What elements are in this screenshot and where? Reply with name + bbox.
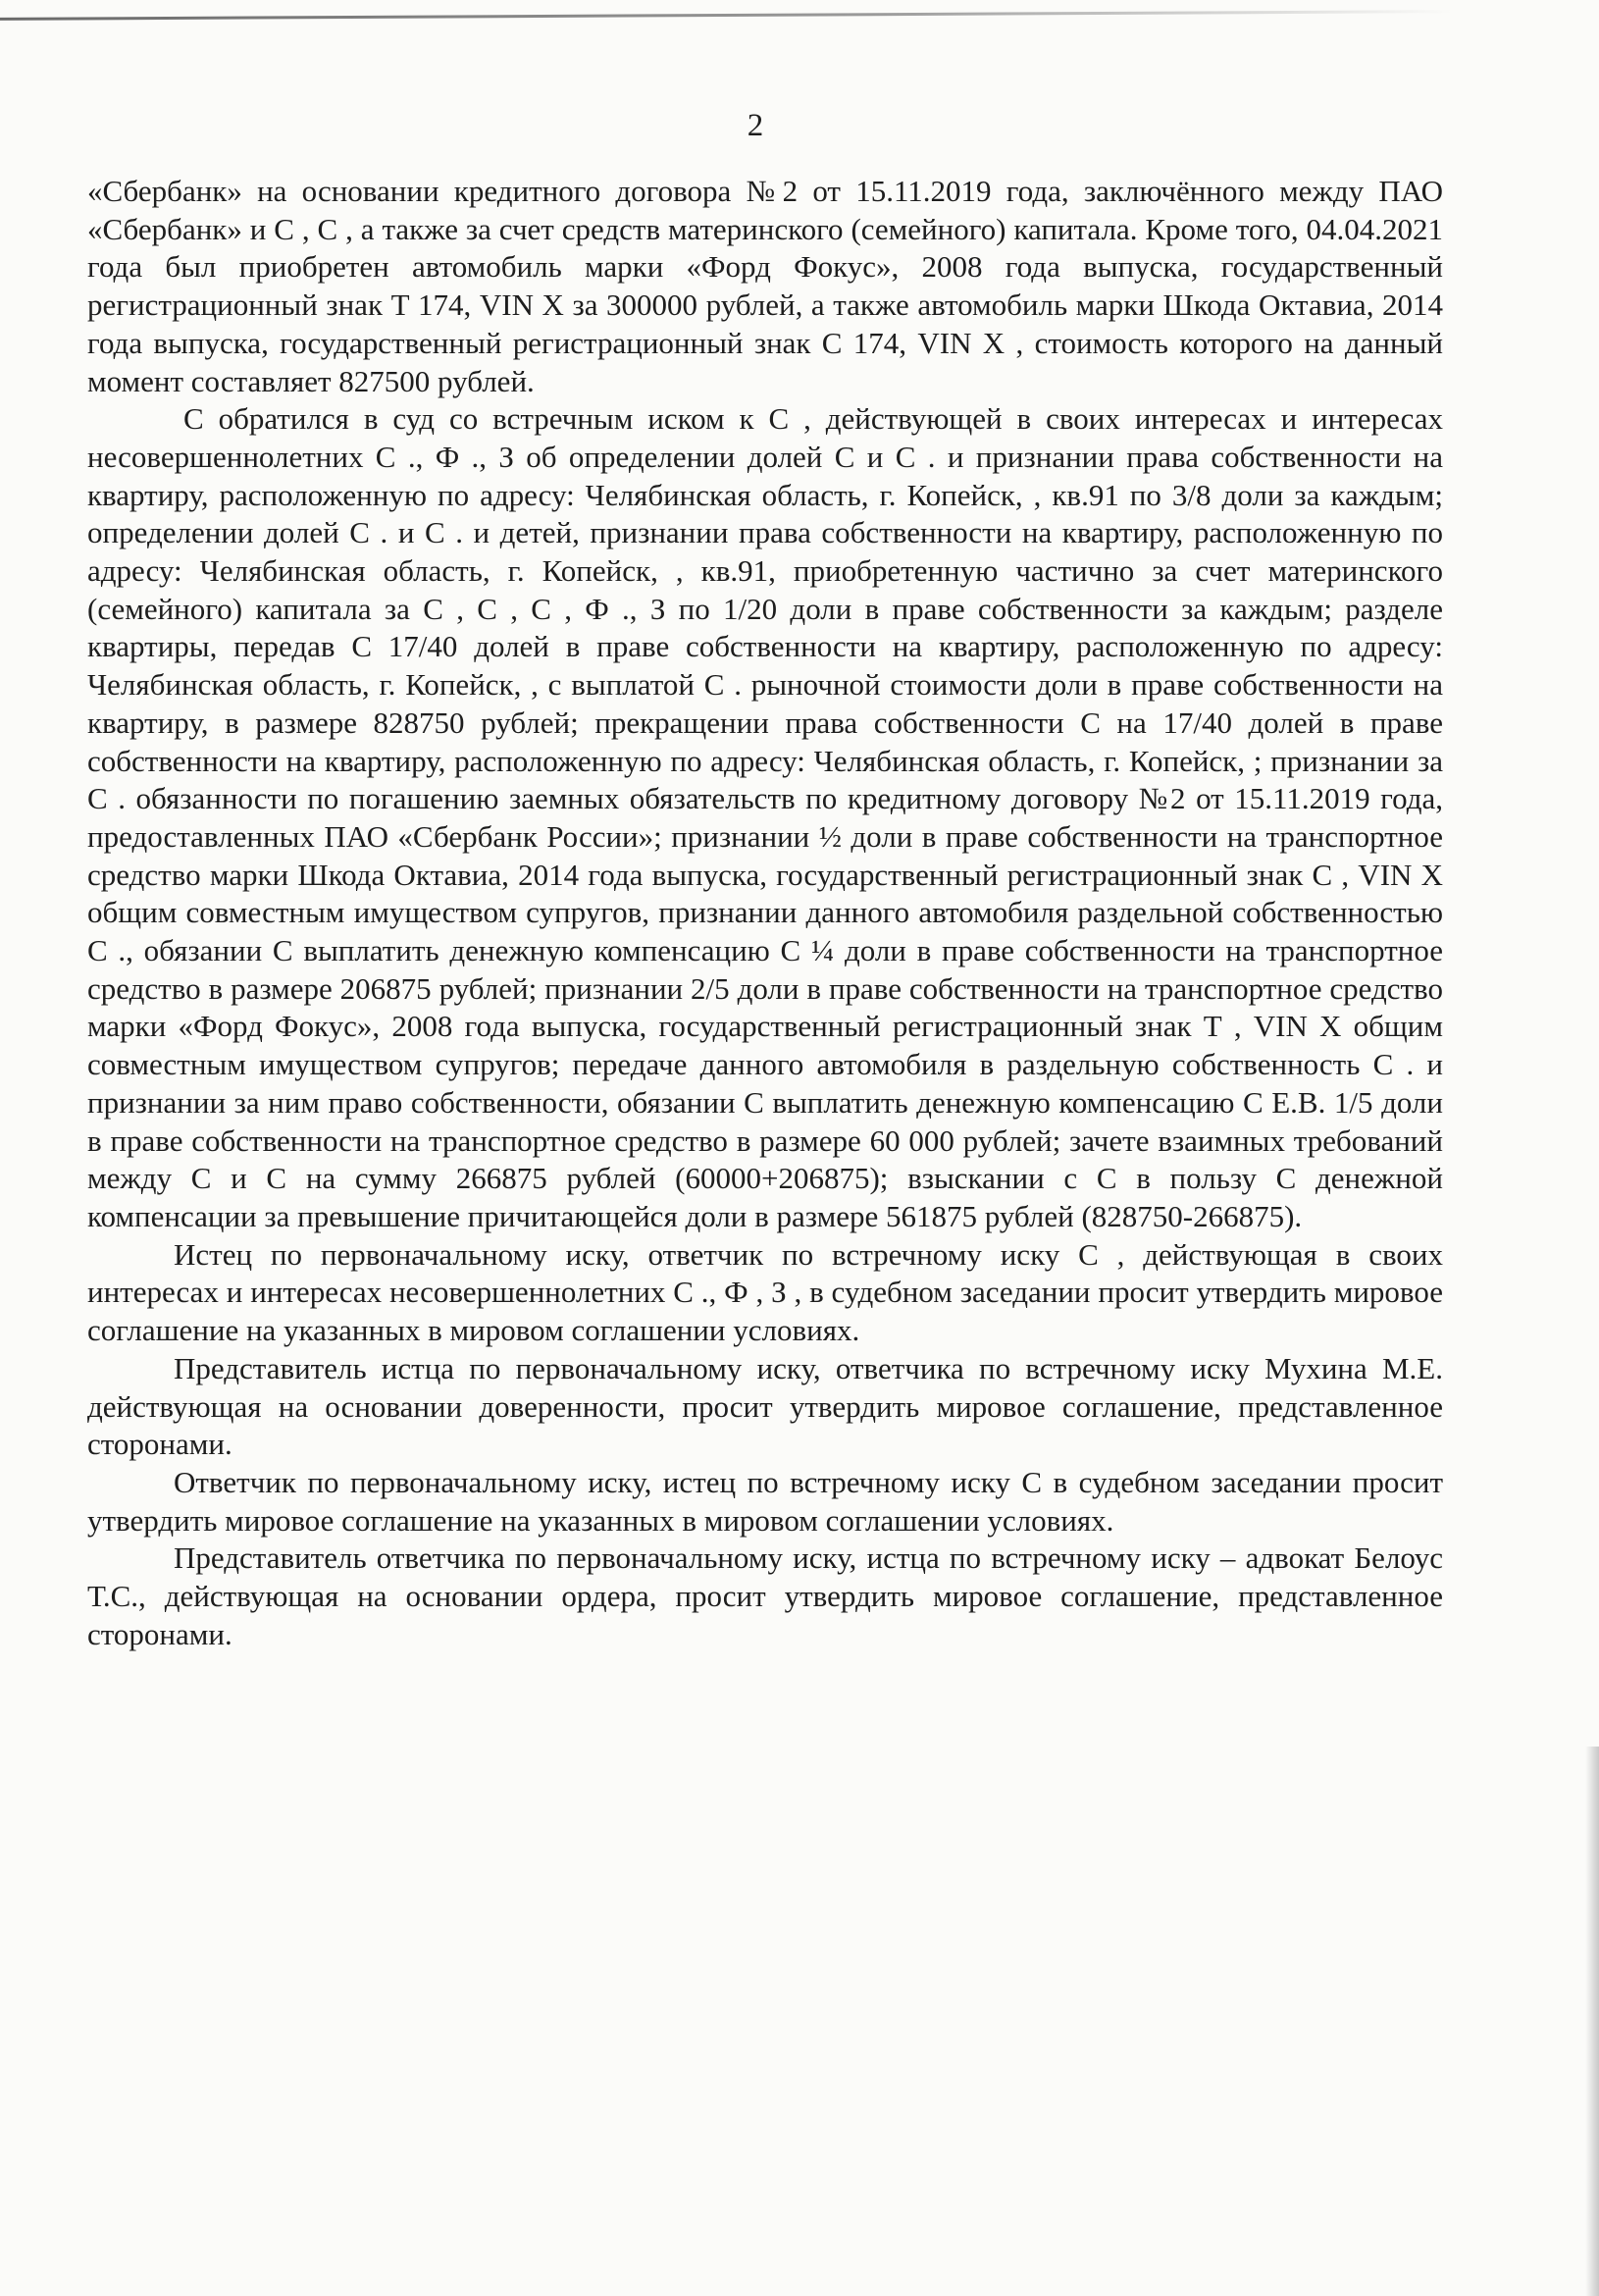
scan-top-edge <box>0 10 1452 21</box>
paragraph-defendant-representative: Представитель ответчика по первоначальному иску, истца по встречному иску – адвокат Белоус Т.С., действующая на основании ордера, просит утвердить мировое соглашение, представленное сторонами. <box>87 1540 1443 1651</box>
paragraph-defendant-position: Ответчик по первоначальному иску, истец по встречному иску С в судебном заседании просит утвердить мировое соглашение на указанных в мировом соглашении условиях. <box>87 1464 1443 1538</box>
paragraph-plaintiff-representative: Представитель истца по первоначальному иску, ответчика по встречному иску Мухина М.Е. действующая на основании доверенности, просит утвердить мировое соглашение, представленное сторонами. <box>87 1350 1443 1462</box>
paragraph-counterclaim: С обратился в суд со встречным иском к С , действующей в своих интересах и интересах несовершеннолетних С ., Ф ., З об определении долей С и С . и признании права собственности на квартиру, расположенную по адресу: Челябинская область, г. Копейск, , кв.91 по 3/8 доли за каждым; определении долей С . и С . и детей, признании права собственности на квартиру, расположенную по адресу: Челябинская область, г. Копейск, , кв.91, приобретенную частично за счет материнского (семейного) капитала за С , С , С , Ф ., З по 1/20 доли в праве собственности за каждым; разделе квартиры, передав С 17/40 долей в праве собственности на квартиру, расположенную по адресу: Челябинская область, г. Копейск, , с выплатой С . рыночной стоимости доли в праве собственности на квартиру, в размере 828750 рублей; прекращении права собственности С на 17/40 долей в праве собственности на квартиру, расположенную по адресу: Челябинская область, г. Копейск, ; признании за С . обязанности по погашению заемных обязательств по кредитному договору №2 от 15.11.2019 года, предоставленных ПАО «Сбербанк России»; признании ½ доли в праве собственности на транспортное средство марки Шкода Октавиа, 2014 года выпуска, государственный регистрационный знак С , VIN Х общим совместным имуществом супругов, признании данного автомобиля раздельной собственностью С ., обязании С выплатить денежную компенсацию С ¼ доли в праве собственности на транспортное средство в размере 206875 рублей; признании 2/5 доли в праве собственности на транспортное средство марки «Форд Фокус», 2008 года выпуска, государственный регистрационный знак Т , VIN Х общим совместным имуществом супругов; передаче данного автомобиля в раздельную собственность С . и признании за ним право собственности, обязании С выплатить денежную компенсацию С Е.В. 1/5 доли в праве собственности на транспортное средство в размере 60 000 рублей; зачете взаимных требований между С и С на сумму 266875 рублей (60000+206875); взыскании с С в пользу С денежной компенсации за превышение причитающейся доли в размере 561875 рублей (828750-266875). <box>87 401 1443 1233</box>
document-body <box>87 173 1443 1653</box>
scan-right-shadow <box>1585 1747 1599 2296</box>
paragraph-plaintiff-position: Истец по первоначальному иску, ответчик по встречному иску С , действующая в своих интересах и интересах несовершеннолетних С ., Ф , З , в судебном заседании просит утвердить мировое соглашение на указанных в мировом соглашении условиях. <box>87 1236 1443 1348</box>
paragraph-property-acquisition: «Сбербанк» на основании кредитного договора №2 от 15.11.2019 года, заключённого между ПАО «Сбербанк» и С , С , а также за счет средств материнского (семейного) капитала. Кроме того, 04.04.2021 года был приобретен автомобиль марки «Форд Фокус», 2008 года выпуска, государственный регистрационный знак Т 174, VIN Х за 300000 рублей, а также автомобиль марки Шкода Октавиа, 2014 года выпуска, государственный регистрационный знак С 174, VIN Х , стоимость которого на данный момент составляет 827500 рублей. <box>87 174 1443 398</box>
page-number: 2 <box>747 108 764 143</box>
